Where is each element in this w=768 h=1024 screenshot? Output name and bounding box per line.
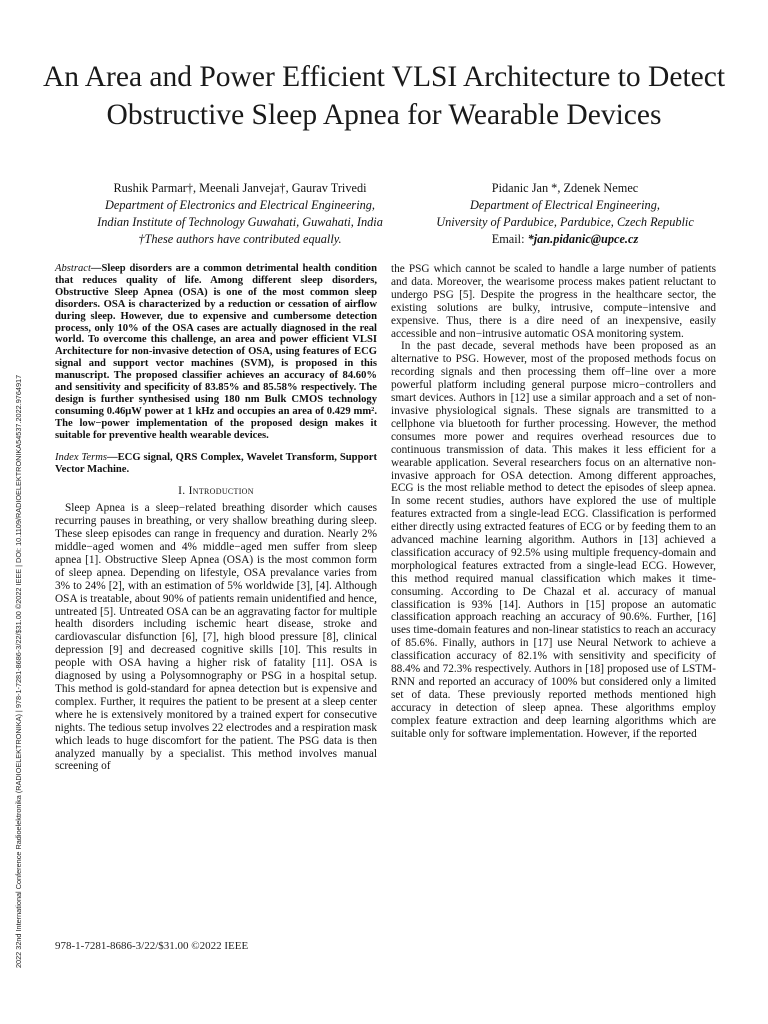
- author-block-right: [400, 180, 730, 248]
- affiliation-line: University of Pardubice, Pardubice, Czech Republic: [436, 215, 694, 229]
- abstract-text: —Sleep disorders are a common detrimental health condition that reduces quality of life. Among different sleep disorders, Obstructive Sleep Apnea (OSA) is one of the most common sleep disorders. OSA is characterized by a reduction or cessation of airflow during sleep. However, due to expensive and cumbersome detection process, only 10% of the OSA cases are actually diagnosed in the real world. To overcome this challenge, an area and power efficient VLSI Architecture for non-invasive detection of OSA, using features of ECG signal and support vector machines (SVM), is proposed in this manuscript. The proposed classifier achieves an accuracy of 84.60% and sensitivity and specificity of 83.85% and 85.58% respectively. The design is further synthesised using 180 nm Bulk CMOS technology consuming 0.46μW power at 1 kHz and occupies an area of 0.429 mm². The low−power implementation of the proposed design makes it suitable for preventive health wearable devices.: [55, 263, 377, 441]
- copyright-footer: 978-1-7281-8686-3/22/$31.00 ©2022 IEEE: [55, 940, 249, 952]
- email-address[interactable]: *jan.pidanic@upce.cz: [527, 232, 639, 246]
- index-terms: [55, 452, 377, 476]
- email-line: [400, 231, 730, 248]
- author-names: Rushik Parmar†, Meenali Janveja†, Gaurav Trivedi: [113, 181, 367, 195]
- abstract: [55, 263, 377, 442]
- affiliation-line: Indian Institute of Technology Guwahati, Guwahati, India: [97, 215, 383, 229]
- equal-contribution-note: †These authors have contributed equally.: [138, 232, 342, 246]
- paper-title: An Area and Power Efficient VLSI Architecture to Detect Obstructive Sleep Apnea for Wearable Devices: [42, 61, 726, 131]
- author-block-left: [50, 180, 430, 248]
- index-terms-lead: Index Terms: [55, 451, 108, 463]
- affiliation-line: Department of Electronics and Electrical Engineering,: [104, 198, 375, 212]
- left-column: [55, 263, 377, 773]
- body-paragraph: the PSG which cannot be scaled to handle a large number of patients and data. Moreover, the wearisome process makes patient reluctant to undergo PSG [5]. Despite the progress in the healthcare sector, the existing solutions are bulky, intrusive, compute−intensive and expensive. Thus, there is a dire need of an inexpensive, easily accessible and non−intrusive automatic OSA monitoring system.: [391, 263, 716, 340]
- index-terms-text: —ECG signal, QRS Complex, Wavelet Transform, Support Vector Machine.: [55, 451, 377, 475]
- section-heading: I. Introduction: [178, 485, 254, 498]
- intro-paragraph: Sleep Apnea is a sleep−related breathing disorder which causes recurring pauses in breathing, or very shallow breathing during sleep. These sleep episodes can range in frequency and duration. Nearly 2% middle−aged women and 4% middle−aged men suffer from sleep apnea [1]. Obstructive Sleep Apnea (OSA) is the most common form of sleep apnea. Depending on lifestyle, OSA prevalance varies from 3% to 24% [2], with an estimation of 5% worldwide [3], [4]. Although OSA is treatable, about 90% of patients remain unidentified and hence, untreated [5]. Untreated OSA can be an aggravating factor for multiple health disorders including ischemic heart disease, stroke and cardiovascular disfunction [6], [7], high blood pressure [8], clinical depression [9] and decreased cognitive skills [10]. This results in people with OSA having a higher risk of fatality [11]. OSA is diagnosed by using a Polysomnography or PSG in a hospital setup. This method is gold-standard for apnea detection but is expensive and complex. Further, it requires the patient to be present at a sleep center where he is extensively monitored by a trained expert for consecutive nights. The tedious setup involves 22 electrodes and a respiration mask which leads to huge discomfort for the patient. The PSG data is then analyzed manually by a specialist. This method involves manual screening of: [55, 502, 377, 773]
- body-paragraph: In the past decade, several methods have been proposed as an alternative to PSG. However, most of the proposed methods focus on recording signals and then processing them off−line over a more powerful platform including general purpose micro−controllers and smart devices. Authors in [12] use a similar approach and a set of non-invasive physiological signals. These signals are transmitted to a cellphone via bluetooth for further processing. However, the method consumes more power and requires overhead resources due to continuous transmission of data. This makes it less efficient for a wearable application. Several researchers focus on an alternative non-invasive approach for OSA detection. Among different approaches, ECG is the most reliable method to detect the episodes of sleep apnea. In some recent studies, authors have explored the use of multiple features extracted from a single-lead ECG. Classification is performed either directly using extracted features of ECG or by feeding them to an advanced machine learning algorithm. Authors in [13] achieved a classification accuracy of 92.5% using multiple frequency-domain and morphological features extracted from a single-lead ECG. However, this method required manual classification which makes it time-consuming. According to De Chazal et al. accuracy of manual classification is 93% [14]. Authors in [15] propose an automatic classification approach reaching an accuracy of 90.6%. Further, [16] uses time-domain features and non-linear statistics to reach an accuracy of 85.6%. Finally, authors in [17] use Neural Network to achieve a classification accuracy of 82.1% with sensitivity and specificity of 88.4% and 72.3% respectively. Authors in [18] proposed use of LSTM-RNN and reported an accuracy of 100% but considered only a limited set of data. These previously reported methods mentioned high accuracy in detection of sleep apnea. These algorithms employ complex feature extraction and deep learning algorithms which are suitable only for software implementation. However, if the reported: [391, 340, 716, 740]
- side-identifier: 2022 32nd International Conference Radioelektronika (RADIOELEKTRONIKA) | 978-1-7281-8686-3/22/$31.00 ©2022 IEEE | DOI: 10.1109/RADIOELEKTRONIKA54537.2022.9764917: [14, 374, 23, 968]
- affiliation-line: Department of Electrical Engineering,: [470, 198, 660, 212]
- email-label: Email:: [491, 232, 528, 246]
- abstract-lead: Abstract: [55, 263, 91, 274]
- right-column: [391, 263, 716, 741]
- author-names: Pidanic Jan *, Zdenek Nemec: [491, 181, 639, 195]
